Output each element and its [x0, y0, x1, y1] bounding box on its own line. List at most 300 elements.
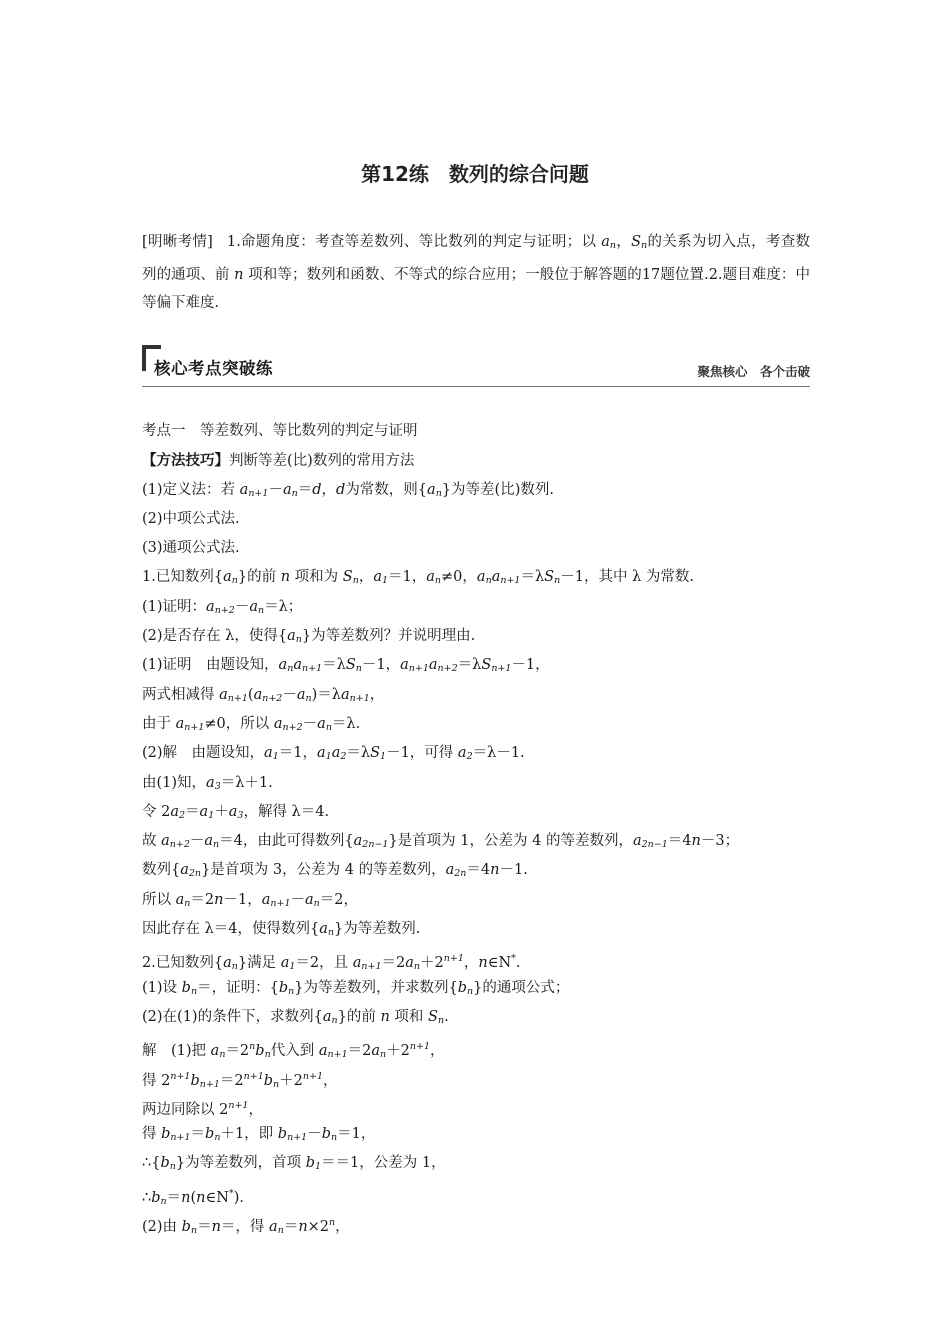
math-sub: n [231, 961, 238, 973]
text: ＝λ. [331, 715, 361, 732]
text-line [142, 944, 810, 973]
math-sub: n+2 [262, 692, 283, 704]
text: － [307, 1126, 322, 1143]
text: ＝，得 [220, 1219, 270, 1236]
math-var: a [239, 481, 249, 498]
math-var: a [282, 481, 292, 498]
math-sub: n [413, 961, 421, 973]
math-sup: n+1 [228, 1099, 249, 1111]
math-var: a [228, 803, 238, 820]
math-var: n [211, 1219, 221, 1236]
text: ， [358, 569, 374, 586]
text: 由于 [142, 715, 176, 732]
math-var: a [280, 955, 290, 972]
math-var: a [632, 833, 642, 850]
text: ＝ [190, 1126, 206, 1143]
math-sup: * [511, 953, 516, 965]
math-var: a [316, 745, 326, 762]
math-sub: n+1 [491, 663, 512, 675]
text: 2.已知数列{ [142, 955, 224, 972]
math-var: n [214, 891, 224, 908]
math-sub: n+1 [287, 1132, 308, 1144]
math-sub: n [184, 897, 191, 909]
divider [142, 386, 810, 387]
math-var: a [287, 628, 296, 645]
text-line [142, 681, 810, 710]
text: 得 2 [142, 1072, 171, 1089]
text: (2)在(1)的条件下，求数列{ [142, 1008, 323, 1025]
text: －1，可得 [386, 745, 458, 762]
math-var: a [269, 1219, 278, 1236]
math-sub: n [287, 663, 294, 675]
math-var: a [206, 598, 215, 615]
math-var: a [353, 833, 363, 850]
math-sub: n+2 [282, 721, 303, 733]
section-subtitle: 聚焦核心 各个击破 [697, 364, 810, 379]
text: (1)证明： [142, 598, 207, 615]
text: ＝1， [337, 1126, 376, 1143]
math-var: a [373, 569, 382, 586]
math-sub: n [435, 487, 442, 499]
text: ＝2， [319, 891, 358, 908]
math-var: a [426, 569, 435, 586]
math-sub: 1 [208, 809, 215, 821]
math-var: S [428, 1008, 438, 1025]
math-var: b [151, 1189, 161, 1206]
math-var: a [161, 833, 170, 850]
text-line [142, 915, 810, 944]
text: ＋ [214, 803, 229, 820]
math-var: a [352, 955, 362, 972]
text: }为等差数列. [334, 921, 421, 938]
math-var: a [180, 862, 189, 879]
text: 两边同除以 2 [142, 1101, 229, 1118]
math-sub: n [327, 927, 335, 939]
math-var: b [161, 1126, 171, 1143]
text-line [142, 651, 810, 680]
text: 得 [142, 1126, 162, 1143]
math-var: a [445, 862, 455, 879]
math-sub: n [231, 575, 238, 587]
text: － [282, 686, 297, 703]
text: ＝ [283, 1219, 299, 1236]
math-sub: n [214, 1132, 221, 1144]
math-var: a [253, 686, 263, 703]
math-sub: n+1 [361, 961, 382, 973]
text: ， [335, 1219, 350, 1236]
text-line [142, 710, 810, 739]
text: － [189, 833, 205, 850]
text: ＝ [297, 481, 313, 498]
text: 故 [142, 833, 162, 850]
text: －3； [700, 833, 740, 850]
math-var: b [190, 1072, 200, 1089]
text: 令 2 [142, 803, 171, 820]
math-var: n [181, 1189, 191, 1206]
math-sub: n+2 [169, 839, 190, 851]
intro-text: ， [615, 234, 632, 250]
text-line [142, 1149, 810, 1178]
text-line [142, 1179, 810, 1208]
text-line [142, 563, 810, 592]
math-sub: 2n [188, 868, 202, 880]
math-var: b [205, 1126, 215, 1143]
point-heading: 考点一 等差数列、等比数列的判定与证明 [142, 423, 418, 439]
text: ＝＝1，公差为 1， [321, 1155, 446, 1172]
math-sub: n+1 [327, 1049, 348, 1061]
math-sub: n+1 [199, 1078, 220, 1090]
text: －1， [223, 891, 262, 908]
text: ∈N [205, 1189, 229, 1206]
text: ＋2 [420, 955, 444, 972]
intro-text: 1.命题角度：考查等差数列、等比数列的判定与证明；以 [226, 234, 602, 250]
math-var: a [304, 891, 314, 908]
text: (2)解 由题设知， [142, 745, 265, 762]
text: ＝λ； [264, 598, 303, 615]
math-var: a [249, 598, 258, 615]
math-var: a [491, 569, 501, 586]
text: － [268, 481, 283, 498]
text: ＝2 [381, 955, 406, 972]
math-sub: n [331, 1132, 338, 1144]
text: ( [190, 1189, 197, 1206]
text: ＝λ [346, 745, 371, 762]
math-sub: 1 [381, 575, 389, 587]
text: 数列{ [142, 862, 181, 879]
text: )＝λ [311, 686, 341, 703]
text: ＝ [185, 803, 200, 820]
math-sub: n [257, 604, 265, 616]
intro-tag: [明晰考情] [142, 234, 213, 250]
math-var: b [321, 1126, 332, 1143]
text: ＝λ－1. [472, 745, 525, 762]
text: ＝2，且 [295, 955, 353, 972]
math-sub: n [554, 575, 561, 587]
text: ， [463, 955, 479, 972]
math-var: a [210, 1043, 220, 1060]
math-sup: n [249, 1041, 256, 1053]
text: － [290, 891, 305, 908]
text-line [142, 856, 810, 885]
math-sub: n+1 [408, 663, 429, 675]
text: ， [369, 686, 385, 703]
text: ∴{ [142, 1155, 161, 1172]
math-sub: 1 [325, 751, 332, 763]
math-sub: 2n−1 [362, 839, 389, 851]
math-sub: 2n [454, 868, 467, 880]
method-tag: 【方法技巧】 [142, 452, 229, 470]
math-var: S [631, 234, 642, 250]
math-var: d [312, 481, 322, 498]
text: ＝4 [466, 862, 491, 879]
text: ＝2 [347, 1043, 372, 1060]
text-line [142, 534, 810, 563]
text: ＝2 [190, 891, 215, 908]
text: ， [429, 1043, 445, 1060]
text: . [515, 955, 521, 972]
text-line [142, 593, 810, 622]
math-sub: n+1 [500, 575, 521, 587]
text: ，解得 λ＝4. [243, 803, 330, 820]
text: }为等差(比)数列. [441, 481, 554, 498]
math-var: b [263, 1072, 274, 1089]
text: 判断等差(比)数列的常用方法 [229, 453, 415, 470]
text: (2)中项公式法. [142, 510, 240, 527]
math-sub: 1 [289, 961, 296, 973]
math-var: a [371, 1043, 380, 1060]
math-var: a [317, 715, 326, 732]
text-line [142, 1120, 810, 1149]
math-var: n [478, 955, 488, 972]
math-var: n [490, 862, 500, 879]
text: － [302, 715, 318, 732]
text: ＝4，由此可得数列{ [219, 833, 354, 850]
text: )． [233, 1189, 254, 1206]
math-var: b [255, 1043, 265, 1060]
math-var: a [457, 745, 467, 762]
math-var: S [345, 657, 356, 674]
text: ＋2 [386, 1043, 410, 1060]
math-var: n [691, 833, 701, 850]
math-sub: 2 [179, 809, 186, 821]
math-var: a [206, 774, 215, 791]
text: ＝，证明：{ [197, 979, 279, 996]
math-sub: n [190, 1225, 198, 1237]
math-sub: n [485, 575, 492, 587]
math-var: a [319, 921, 328, 938]
text: 由(1)知， [142, 774, 207, 791]
math-var: a [476, 569, 486, 586]
math-sub: n [264, 1049, 271, 1061]
text: ＝2 [225, 1043, 250, 1060]
text: ≠0， [441, 569, 477, 586]
math-sub: n [295, 634, 302, 646]
text: 两式相减得 [142, 686, 220, 703]
text: ＋1，即 [220, 1126, 278, 1143]
math-var: d [336, 481, 346, 498]
math-var: a [223, 955, 232, 972]
math-var: a [400, 657, 409, 674]
math-sub: n [437, 1014, 445, 1026]
text: ＝λ [520, 569, 545, 586]
text: 项和为 [290, 569, 343, 586]
math-sub: n+1 [270, 897, 291, 909]
section-header [142, 345, 810, 389]
math-var: n [196, 1189, 206, 1206]
intro-paragraph [142, 228, 810, 318]
text: ＝1， [278, 745, 317, 762]
math-sub: n [641, 240, 648, 251]
text: ＝λ [457, 657, 482, 674]
text: －1， [361, 657, 401, 674]
math-sub: n [313, 897, 320, 909]
text-line [142, 886, 810, 915]
text-line [142, 1032, 810, 1061]
math-sub: n [331, 1014, 338, 1026]
math-var: b [181, 1219, 191, 1236]
text: 为常数，则{ [345, 481, 428, 498]
math-sup: n [329, 1217, 336, 1229]
math-sub: n+2 [214, 604, 235, 616]
intro-text: 的关系为切入点，考查数列的通项、前 [142, 234, 810, 283]
math-var: b [305, 1155, 316, 1172]
math-var: a [199, 803, 209, 820]
math-var: b [160, 1155, 170, 1172]
math-var: a [340, 686, 350, 703]
text-line [142, 739, 810, 768]
math-var: n [280, 569, 291, 586]
math-sup: n+1 [302, 1070, 324, 1082]
text-line [142, 505, 810, 534]
math-var: S [481, 657, 492, 674]
math-sub: n [288, 985, 295, 997]
text-line [142, 1003, 810, 1032]
text: ＝λ＋1. [220, 774, 273, 791]
math-sup: n+1 [243, 1070, 264, 1082]
text: }为等差数列？并说明理由. [301, 628, 476, 645]
math-sub: n+2 [437, 663, 458, 675]
math-var: a [322, 1008, 332, 1025]
math-sub: n [190, 985, 198, 997]
math-sub: n [609, 240, 616, 251]
text: (1)定义法：若 [142, 481, 240, 498]
math-var: a [428, 657, 438, 674]
math-sub: n+1 [301, 663, 323, 675]
text: ， [248, 1101, 263, 1118]
math-var: n [298, 1219, 308, 1236]
text: 项和 [389, 1008, 428, 1025]
text: }的前 [337, 1008, 381, 1025]
text: ∴ [142, 1189, 152, 1206]
text-line [142, 827, 810, 856]
math-sub: n+1 [227, 692, 248, 704]
text: ， [323, 1072, 338, 1089]
math-var: n [380, 1008, 390, 1025]
text: ＝λ [322, 657, 346, 674]
text-line [142, 1091, 810, 1120]
text: －1. [499, 862, 528, 879]
math-var: a [204, 833, 214, 850]
text: (1)证明 由题设知， [142, 657, 279, 674]
math-var: S [342, 569, 353, 586]
text: }满足 [237, 955, 281, 972]
math-sub: n [169, 1161, 176, 1173]
text: ×2 [307, 1219, 330, 1236]
text: }是首项为 3，公差为 4 的等差数列， [201, 862, 446, 879]
text-line [142, 622, 810, 651]
math-sub: 1 [315, 1161, 322, 1173]
math-sub: n+1 [170, 1132, 191, 1144]
math-sup: n+1 [170, 1070, 191, 1082]
math-var: n [234, 266, 244, 283]
math-var: a [296, 686, 306, 703]
text: ＋2 [279, 1072, 303, 1089]
math-var: S [544, 569, 555, 586]
math-sup: n+1 [443, 953, 464, 965]
text: }为等差数列，并求数列{ [294, 979, 458, 996]
text: ( [247, 686, 254, 703]
math-var: a [264, 745, 273, 762]
text: }的通项公式； [473, 979, 570, 996]
section-title: 核心考点突破练 [154, 359, 273, 378]
text-line [142, 769, 810, 798]
text: ， [321, 481, 337, 498]
text: (1)设 [142, 979, 182, 996]
text: 代入到 [270, 1043, 319, 1060]
math-sub: n [291, 487, 298, 499]
math-sub: n [213, 839, 220, 851]
math-var: a [427, 481, 436, 498]
text: ≠0，所以 [204, 715, 274, 732]
text-line [142, 417, 810, 446]
math-sub: 1 [272, 751, 279, 763]
math-sub: 3 [214, 780, 221, 792]
text-line [142, 476, 810, 505]
math-sub: 1 [380, 751, 387, 763]
intro-text: 项和等；数列和函数、不等式的综合应用；一般位于解答题的17题位置.2.题目难度：中等偏下难度. [142, 266, 810, 311]
math-var: a [261, 891, 271, 908]
math-sub: 2n−1 [641, 839, 668, 851]
math-var: a [170, 803, 179, 820]
text: }为等差数列，首项 [175, 1155, 306, 1172]
math-sub: n [325, 721, 332, 733]
math-sub: 2 [340, 751, 347, 763]
math-var: a [405, 955, 414, 972]
math-var: b [457, 979, 467, 996]
math-var: b [181, 979, 191, 996]
text: ＝4 [667, 833, 692, 850]
text: ∈N [487, 955, 512, 972]
text: 所以 [142, 891, 176, 908]
text-line [142, 974, 810, 1003]
text: 因此存在 λ＝4，使得数列{ [142, 921, 320, 938]
math-sub: n [466, 985, 474, 997]
text: (2)是否存在 λ，使得{ [142, 628, 288, 645]
text: 解 (1)把 [142, 1043, 211, 1060]
text: ＝2 [219, 1072, 244, 1089]
math-var: b [278, 979, 289, 996]
math-sub: n [160, 1195, 167, 1207]
text: }的前 [237, 569, 281, 586]
math-sub: n+1 [184, 721, 205, 733]
math-var: a [278, 657, 288, 674]
math-sub: 2 [466, 751, 473, 763]
text: －1，其中 λ 为常数. [560, 569, 694, 586]
math-sub: n+1 [248, 487, 269, 499]
math-var: a [331, 745, 341, 762]
text: －1， [511, 657, 550, 674]
text-line [142, 1062, 810, 1091]
math-var: a [318, 1043, 328, 1060]
math-sub: n [434, 575, 442, 587]
text: － [234, 598, 250, 615]
math-sub: n+1 [349, 692, 370, 704]
math-var: a [601, 234, 610, 250]
text: . [444, 1008, 449, 1025]
page-title: 第12练 数列的综合问题 [361, 162, 589, 186]
math-var: b [277, 1126, 288, 1143]
math-var: a [273, 715, 283, 732]
math-var: a [293, 657, 302, 674]
text: }是首项为 1，公差为 4 的等差数列， [388, 833, 633, 850]
math-sub: n [219, 1049, 226, 1061]
text: ＝1， [388, 569, 427, 586]
text: ＝ [166, 1189, 182, 1206]
math-sub: n [380, 1049, 387, 1061]
math-sub: n [273, 1078, 280, 1090]
math-sub: n [305, 692, 312, 704]
math-var: a [223, 569, 232, 586]
